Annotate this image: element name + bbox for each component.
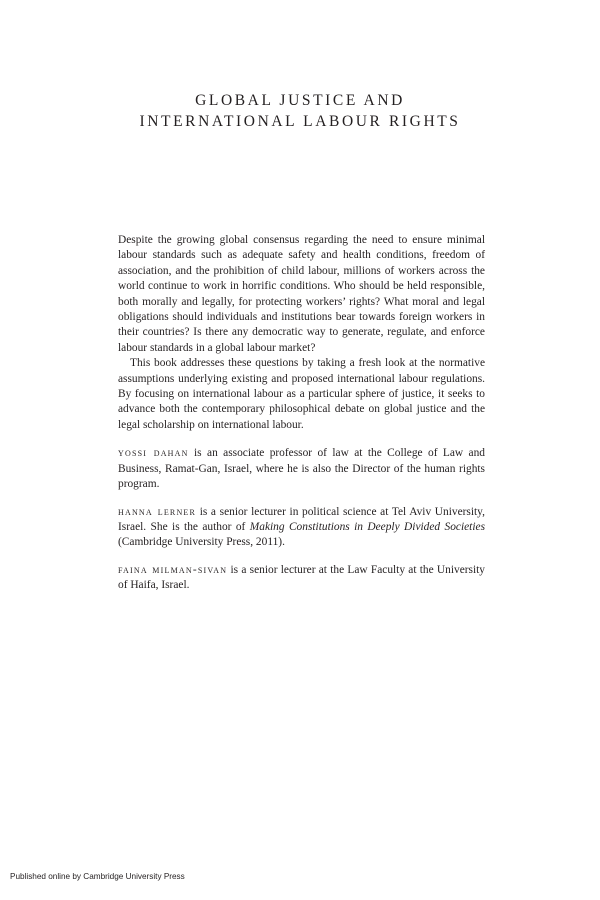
author-bio-text-lerner: is a senior lecturer in political science at Tel Aviv University, Israel. She is the author of [118,505,485,533]
author-bio-milman-sivan [118,563,485,594]
author-name-milman-sivan: faina milman-sivan [118,563,228,576]
book-title-line-2: INTERNATIONAL LABOUR RIGHTS [139,113,461,130]
book-title-line-1: GLOBAL JUSTICE AND [195,92,405,109]
author-bio-text-dahan: is an associate professor of law at the College of Law and Business, Ramat-Gan, Israel, where he is also the Director of the human rights program. [118,447,485,491]
author-bio-lerner [118,505,485,551]
publisher-footer: Published online by Cambridge University Press [10,872,185,881]
author-name-lerner: hanna lerner [118,505,197,518]
description-paragraph-2: This book addresses these questions by taking a fresh look at the normative assumptions underlying existing and proposed international labour regulations. By focusing on international labour as a particular sphere of justice, it seeks to advance both the contemporary philosophical debate on global justice and the legal scholarship on international labour. [118,357,485,431]
author-bio-text-lerner-end: (Cambridge University Press, 2011). [118,536,285,549]
author-bio-dahan [118,446,485,492]
author-name-dahan: yossi dahan [118,447,189,460]
author-bio-text-milman-sivan: is a senior lecturer at the Law Faculty at the University of Haifa, Israel. [118,563,486,592]
book-title [0,90,600,132]
book-description [118,233,485,594]
description-paragraph-1: Despite the growing global consensus regarding the need to ensure minimal labour standards such as adequate safety and health conditions, freedom of association, and the prohibition of child labour, millions of workers across the world continue to work in horrific conditions. Who should be held responsible, both morally and legally, for protecting workers’ rights? What moral and legal obligations should individuals and institutions bear towards foreign workers in their countries? Is there any democratic way to generate, regulate, and enforce labour standards in a global labour market? [118,234,485,354]
author-book-title-lerner: Making Constitutions in Deeply Divided Societies [249,520,486,533]
